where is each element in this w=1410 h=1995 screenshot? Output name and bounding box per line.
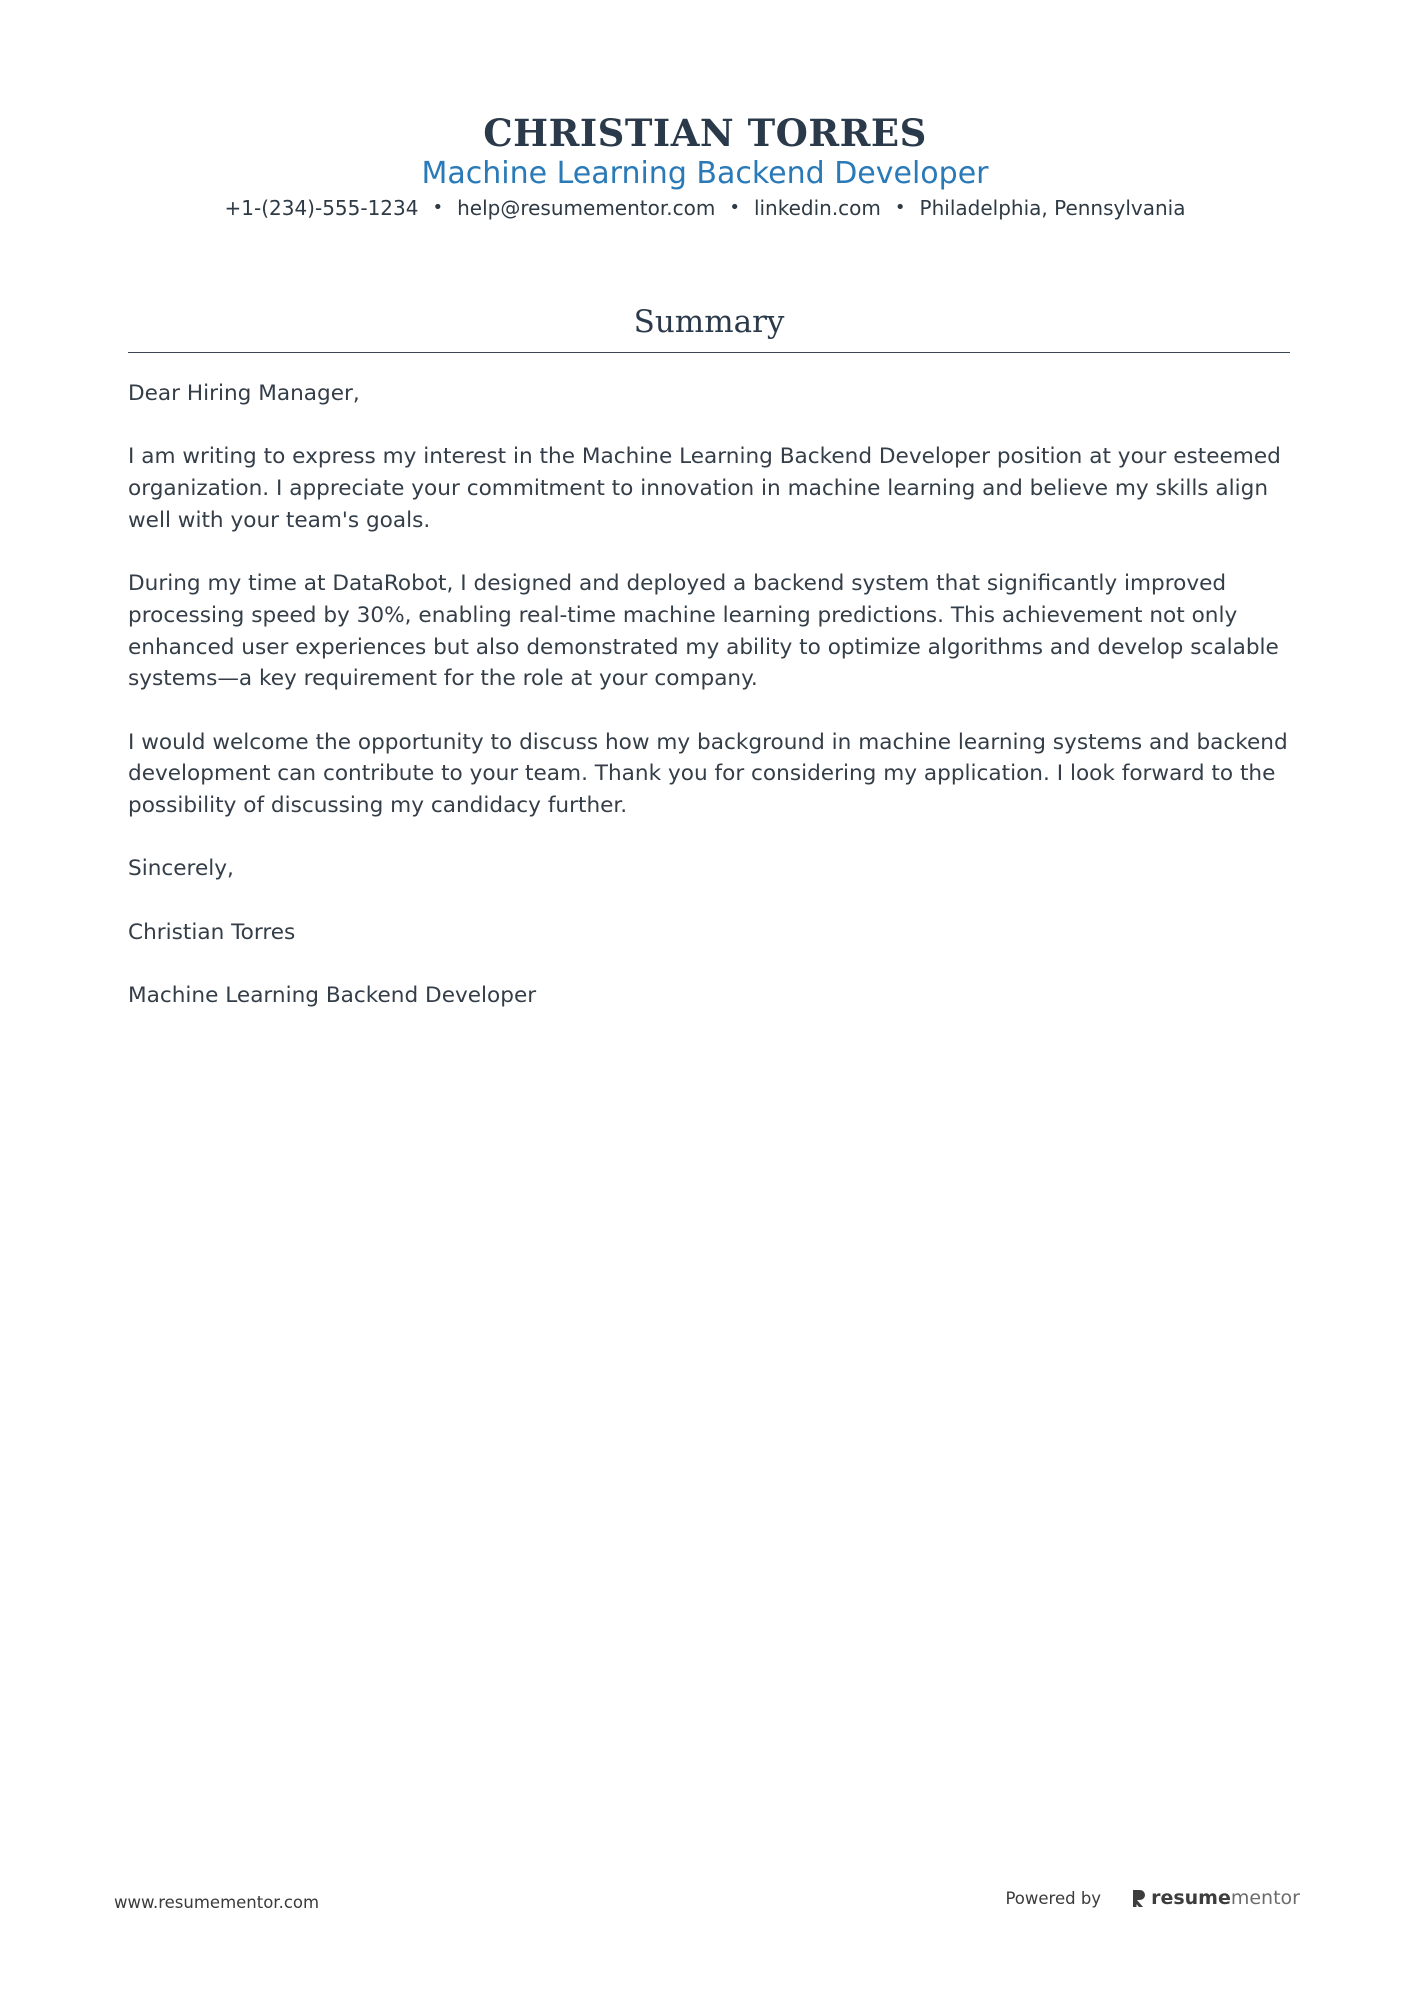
signature-title: Machine Learning Backend Developer [128,983,537,1009]
separator-dot: • [729,197,740,218]
contact-email[interactable]: help@resumementor.com [457,196,716,220]
brand-part2: mentor [1230,1887,1300,1909]
brand-part1: resume [1151,1887,1231,1909]
letter-body [128,378,1290,1044]
closing: Sincerely, [128,856,234,882]
contact-website[interactable]: linkedin.com [753,196,881,220]
resumementor-logo-icon [1131,1888,1147,1908]
letter-header [0,110,1410,222]
candidate-name: CHRISTIAN TORRES [483,111,927,155]
separator-dot: • [432,197,444,218]
section-divider [128,352,1290,353]
letter-paragraph: During my time at DataRobot, I designed and deployed a backend system that significantly improved processing speed by 30%, enabling real-time machine learning predictions. This achievement not only enhanced user experiences but also demonstrated my ability to optimize algorithms and develop scalable systems—a key requirement for the role at your company. [128,571,1279,692]
contact-phone: +1-(234)-555-1234 [224,196,419,220]
contact-line [0,194,1410,222]
footer-website[interactable]: www.resumementor.com [114,1893,320,1912]
signature-name: Christian Torres [128,919,296,945]
section-title: Summary [633,304,785,340]
separator-dot: • [894,197,906,218]
letter-paragraph: I would welcome the opportunity to discuss how my background in machine learning systems and backend development can contribute to your team. Thank you for considering my application. I look forward to the possibility of discussing my candidacy further. [128,729,1288,819]
powered-by-label: Powered by [1005,1888,1102,1908]
salutation: Dear Hiring Manager, [128,381,360,406]
contact-location: Philadelphia, Pennsylvania [919,196,1186,220]
candidate-role: Machine Learning Backend Developer [421,156,989,191]
footer-brand [1005,1887,1300,1909]
brand-logo[interactable] [1131,1887,1300,1909]
letter-paragraph: I am writing to express my interest in the Machine Learning Backend Developer position at your esteemed organization. I appreciate your commitment to innovation in machine learning and believe my skills align well with your team's goals. [128,444,1281,533]
